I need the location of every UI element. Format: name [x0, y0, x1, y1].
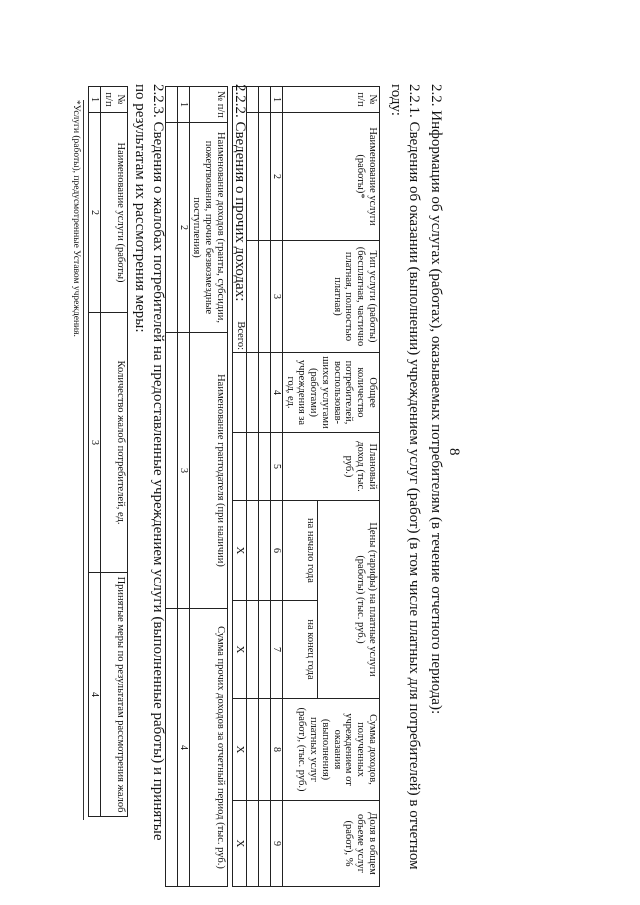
- column-numbers-row: [89, 87, 101, 817]
- column-numbers-row: [270, 87, 282, 887]
- column-number: 4: [177, 609, 189, 887]
- not-applicable-mark: X: [233, 501, 246, 601]
- column-number: 3: [89, 313, 101, 573]
- column-number: 1: [270, 87, 282, 113]
- section-heading-2-2-3-cont: по результатам их рассмотрения меры:: [132, 84, 148, 333]
- table-row: [165, 87, 177, 887]
- header-number: № п/п: [189, 87, 227, 123]
- header-measures: Принятые меры по результатам рассмотрения жалоб: [101, 573, 128, 817]
- header-number: № п/п: [283, 87, 380, 113]
- complaints-table: [88, 86, 128, 817]
- section-heading-2-2-2: 2.2.2. Сведения о прочих доходах:: [232, 84, 248, 302]
- services-table-header: [317, 87, 379, 887]
- header-grantor: Наименование грантодателя (при наличии): [189, 333, 227, 609]
- header-income-sum: Сумма доходов, полученных учреждением от оказания (выполнения) платных услуг (работ), (тыс. руб.): [283, 699, 380, 801]
- section-heading-2-2: 2.2. Информация об услугах (работах), оказываемых потребителям (в течение отчетного периода):: [428, 84, 444, 715]
- other-income-table: [165, 86, 228, 887]
- services-table: [233, 86, 381, 887]
- column-number: 2: [89, 113, 101, 313]
- complaints-table-header: [101, 87, 128, 817]
- not-applicable-mark: X: [233, 801, 246, 887]
- column-numbers-row: [177, 87, 189, 887]
- section-heading-2-2-3: 2.2.3. Сведения о жалобах потребителей на предоставленные учреждением услуги (выполненные работы) и принятые: [150, 84, 166, 841]
- header-service-name: Наименование услуги (работы): [101, 113, 128, 313]
- header-prices: Цены (тарифы) на платные услуги (работы) (тыс. руб.): [317, 501, 379, 699]
- other-income-table-header: [189, 87, 227, 887]
- footnote-divider: [83, 100, 84, 820]
- header-complaints-count: Количество жалоб потребителей, ед.: [101, 313, 128, 573]
- footnote: *Услуги (работы), предусмотренные Уставом учреждения.: [71, 100, 81, 337]
- column-number: 3: [270, 241, 282, 353]
- header-service-type: Тип услуги (работы) (бесплатная, частично платная, полностью платная): [283, 241, 380, 353]
- header-price-start: на начало года: [283, 501, 318, 601]
- column-number: 4: [270, 353, 282, 433]
- column-number: 8: [270, 699, 282, 801]
- column-number: 7: [270, 601, 282, 699]
- column-number: 5: [270, 433, 282, 501]
- table-row: [246, 87, 258, 887]
- header-consumers-count: Общее количество потребителей, воспользовав-шихся услугами (работами) учреждения за год, ед.: [283, 353, 380, 433]
- header-other-income-sum: Сумма прочих доходов за отчетный период (тыс. руб.): [189, 609, 227, 887]
- header-service-name: Наименование услуги (работы)*: [283, 113, 380, 241]
- header-income-name: Наименование доходов (гранты, субсидии, пожертвования, прочие безвозмездные поступления): [189, 123, 227, 333]
- header-share: Доля в общем объеме услуг (работ), %: [283, 801, 380, 887]
- total-label: Всего:: [233, 87, 246, 353]
- header-planned-income: Плановый доход (тыс. руб.): [283, 433, 380, 501]
- column-number: 9: [270, 801, 282, 887]
- header-number: № п/п: [101, 87, 128, 113]
- not-applicable-mark: X: [233, 601, 246, 699]
- column-number: 1: [177, 87, 189, 123]
- section-heading-2-2-1-cont: году:: [388, 84, 404, 116]
- header-price-end: на конец года: [283, 601, 318, 699]
- column-number: 6: [270, 501, 282, 601]
- section-heading-2-2-1: 2.2.1. Сведения об оказании (выполнении) учреждением услуг (работ) (в том числе платных для потребителей) в отчетном: [406, 84, 422, 870]
- column-number: 2: [177, 123, 189, 333]
- column-number: 4: [89, 573, 101, 817]
- not-applicable-mark: X: [233, 699, 246, 801]
- column-number: 3: [177, 333, 189, 609]
- page-number: 8: [446, 448, 462, 456]
- column-number: 2: [270, 113, 282, 241]
- table-row: [258, 87, 270, 887]
- column-number: 1: [89, 87, 101, 113]
